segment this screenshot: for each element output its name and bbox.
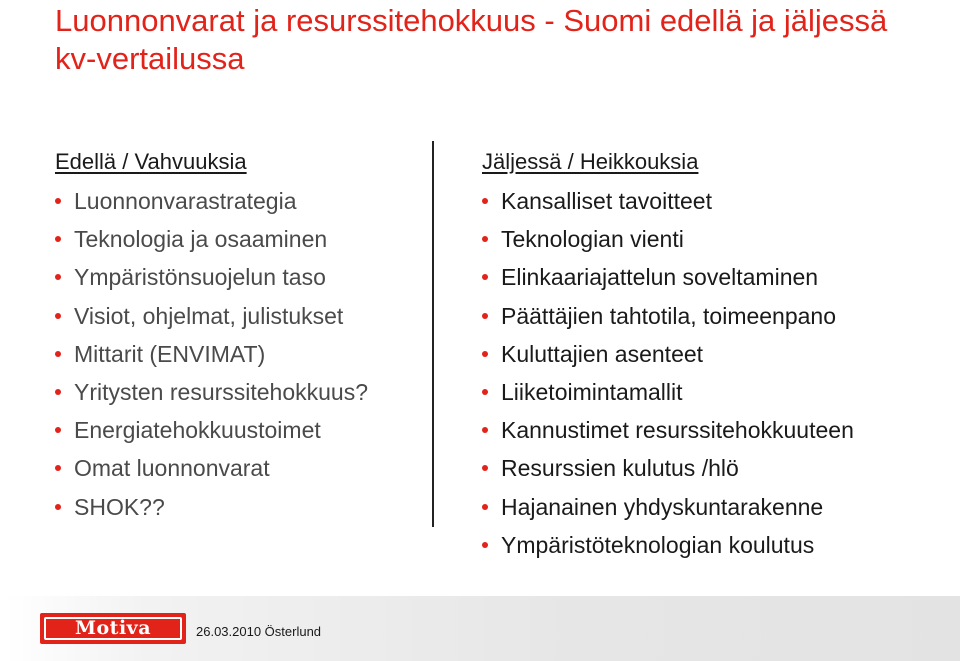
list-item [482,449,952,487]
list-item [482,373,952,411]
bullet-dot-icon [482,351,488,357]
list-item-text: Teknologian vienti [501,226,684,253]
list-item [482,182,952,220]
list-item-text: Ympäristönsuojelun taso [74,264,326,291]
list-item [482,488,952,526]
logo-text: Motiva [74,617,152,639]
list-item [55,258,425,296]
bullet-dot-icon [482,427,488,433]
list-item [55,182,425,220]
list-item [482,297,952,335]
list-item [55,373,425,411]
list-item-text: Kansalliset tavoitteet [501,188,712,214]
bullet-dot-icon [55,351,61,357]
list-item-text: Kannustimet resurssitehokkuuteen [501,417,854,444]
bullet-dot-icon [55,198,61,204]
list-item-text: Omat luonnonvarat [74,455,270,482]
strengths-column [55,146,425,526]
list-item-text: Elinkaariajattelun soveltaminen [501,264,819,291]
bullet-dot-icon [482,465,488,471]
list-item-text: Hajanainen yhdyskuntarakenne [501,493,824,520]
list-item [55,449,425,487]
list-item-text: Liiketoimintamallit [501,379,683,406]
list-item [55,411,425,449]
list-item-text: Päättäjien tahtotila, toimeenpano [501,302,837,329]
list-item-text: Yritysten resurssitehokkuus? [74,379,369,406]
list-item [482,220,952,258]
column-divider [432,141,434,527]
list-item [55,488,425,526]
bullet-dot-icon [482,236,488,242]
list-item [55,220,425,258]
list-item [482,411,952,449]
weaknesses-column [482,146,952,564]
bullet-dot-icon [482,313,488,319]
bullet-dot-icon [482,198,488,204]
list-item-text: Ympäristöteknologian koulutus [501,531,815,558]
bullet-dot-icon [482,274,488,280]
bullet-dot-icon [55,504,61,510]
list-item-text: Energiatehokkuustoimet [74,417,321,444]
list-item [482,335,952,373]
list-item-text: Mittarit (ENVIMAT) [74,340,266,367]
list-item-text: Visiot, ohjelmat, julistukset [74,302,344,329]
weaknesses-list [482,182,952,564]
list-item [55,335,425,373]
bullet-dot-icon [482,504,488,510]
list-item-text: Luonnonvarastrategia [74,188,297,214]
bullet-dot-icon [482,389,488,395]
weaknesses-heading: Jäljessä / Heikkouksia [482,149,699,174]
list-item [482,526,952,564]
slide-title: Luonnonvarat ja resurssitehokkuus - Suomi edellä ja jäljessä kv-vertailussa [55,3,888,76]
list-item-text: Teknologia ja osaaminen [74,226,328,253]
list-item-text: Kuluttajien asenteet [501,340,704,367]
bullet-dot-icon [482,542,488,548]
bullet-dot-icon [55,274,61,280]
strengths-list [55,182,425,526]
motiva-logo [40,613,186,644]
bullet-dot-icon [55,465,61,471]
bullet-dot-icon [55,427,61,433]
list-item [482,258,952,296]
bullet-dot-icon [55,236,61,242]
list-item-text: Resurssien kulutus /hlö [501,455,739,482]
bullet-dot-icon [55,313,61,319]
list-item [55,297,425,335]
bullet-dot-icon [55,389,61,395]
footer-date-author: 26.03.2010 Österlund [196,624,322,639]
strengths-heading: Edellä / Vahvuuksia [55,149,247,174]
list-item-text: SHOK?? [74,493,165,520]
